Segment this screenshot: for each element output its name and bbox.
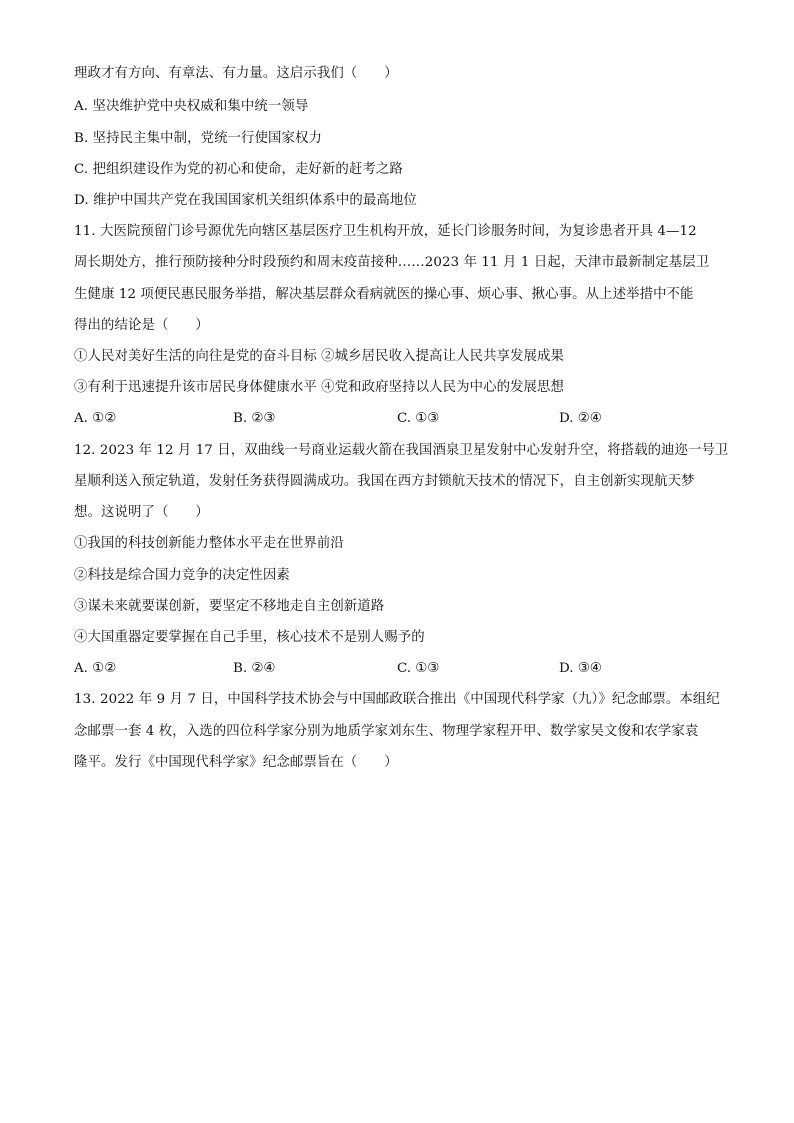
q10-stem-tail: 理政才有方向、有章法、有力量。这启示我们（ ）: [74, 66, 398, 81]
q12-stem-line-2: 星顺利送入预定轨道，发射任务获得圆满成功。我国在西方封锁航天技术的情况下，自主创新实现航天梦: [74, 474, 695, 489]
q13-stem-line-3: 隆平。发行《中国现代科学家》纪念邮票旨在（ ）: [74, 755, 398, 770]
q13-stem-line-2: 念邮票一套 4 枚，入选的四位科学家分别为地质学家刘东生、物理学家程开甲、数学家吴文俊和农学家袁: [74, 724, 699, 739]
q12-choice-a: A. ①②: [74, 661, 117, 676]
q12-statement-3: ③谋未来就要谋创新，要坚定不移地走自主创新道路: [74, 599, 385, 614]
q11-stem-line-1: 11. 大医院预留门诊号源优先向辖区基层医疗卫生机构开放，延长门诊服务时间，为复诊患者开具 4—12: [74, 224, 697, 239]
q12-stem-line-3: 想。这说明了（ ）: [74, 505, 209, 520]
q11-choice-c: C. ①③: [397, 411, 440, 426]
q10-option-c: C. 把组织建设作为党的初心和使命，走好新的赶考之路: [74, 162, 403, 177]
q11-stem-line-3: 生健康 12 项便民惠民服务举措，解决基层群众看病就医的操心事、烦心事、揪心事。从上述举措中不能: [74, 287, 694, 302]
q12-statement-4: ④大国重器定要掌握在自己手里，核心技术不是别人赐予的: [74, 630, 425, 645]
q11-choice-b: B. ②③: [233, 411, 276, 426]
q13-stem-line-1: 13. 2022 年 9 月 7 日，中国科学技术协会与中国邮政联合推出《中国现代科学家（九）》纪念邮票。本组纪: [74, 692, 720, 707]
q10-option-a: A. 坚决维护党中央权威和集中统一领导: [74, 99, 309, 114]
q12-choice-d: D. ③④: [559, 661, 602, 676]
q12-statement-2: ②科技是综合国力竞争的决定性因素: [74, 568, 290, 583]
q12-choice-c: C. ①③: [397, 661, 440, 676]
q11-choice-d: D. ②④: [559, 411, 602, 426]
q11-statements-line-2: ③有利于迅速提升该市居民身体健康水平 ④党和政府坚持以人民为中心的发展思想: [74, 380, 565, 395]
q11-stem-line-2: 周长期处方，推行预防接种分时段预约和周末疫苗接种……2023 年 11 月 1 日起，天津市最新制定基层卫: [74, 255, 710, 270]
q10-option-d: D. 维护中国共产党在我国国家机关组织体系中的最高地位: [74, 193, 417, 208]
q11-statements-line-1: ①人民对美好生活的向往是党的奋斗目标 ②城乡居民收入提高让人民共享发展成果: [74, 349, 565, 364]
q12-statement-1: ①我国的科技创新能力整体水平走在世界前沿: [74, 536, 344, 551]
q11-stem-line-4: 得出的结论是（ ）: [74, 318, 209, 333]
q11-choice-a: A. ①②: [74, 411, 117, 426]
q12-choice-b: B. ②④: [233, 661, 276, 676]
q10-option-b: B. 坚持民主集中制，党统一行使国家权力: [74, 131, 322, 146]
q12-stem-line-1: 12. 2023 年 12 月 17 日，双曲线一号商业运载火箭在我国酒泉卫星发射中心发射升空，将搭载的迪迩一号卫: [74, 443, 729, 458]
